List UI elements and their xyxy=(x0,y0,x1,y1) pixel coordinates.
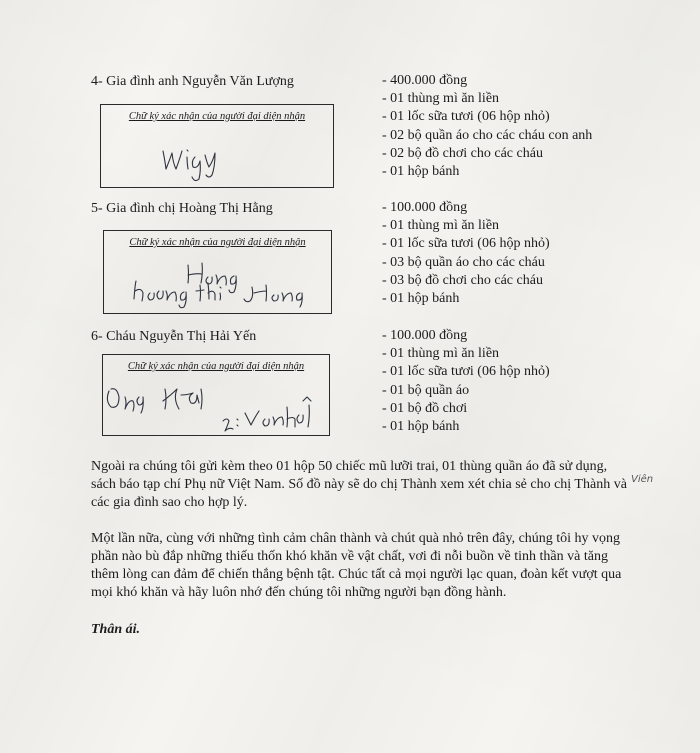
list-item: - 02 bộ đồ chơi cho các cháu xyxy=(382,145,543,161)
signature-ông-hải xyxy=(103,355,329,435)
signature-caption: Chữ ký xác nhận của người đại diện nhận xyxy=(127,361,305,372)
closing-text: Thân ái. xyxy=(91,622,141,637)
list-item: - 100.000 đồng xyxy=(382,200,468,215)
signature-box-4 xyxy=(100,104,334,188)
list-item: - 400.000 đồng xyxy=(382,73,468,88)
recipient-4-title: 4- Gia đình anh Nguyễn Văn Lượng xyxy=(91,74,294,89)
signature-box-5 xyxy=(103,230,332,314)
signature-caption: Chữ ký xác nhận của người đại diện nhận xyxy=(128,111,306,122)
recipient-6-items xyxy=(382,327,550,436)
list-item: - 01 bộ quần áo xyxy=(382,382,470,398)
signature-caption: Chữ ký xác nhận của người đại diện nhận xyxy=(129,237,306,248)
list-item: - 01 thùng mì ăn liền xyxy=(382,91,500,107)
paragraph-gifts: Ngoài ra chúng tôi gửi kèm theo 01 hộp 50 chiếc mũ lưỡi trai, 01 thùng quần áo đã sử dụng, sách báo tạp chí Phụ nữ Việt Nam. Số đồ này sẽ do chị Thành xem xét chia sẻ cho chị Thành và các gia đình sao cho hợp lý. xyxy=(91,459,627,510)
list-item: - 01 hộp bánh xyxy=(382,291,460,307)
list-item: - 01 lốc sữa tươi (06 hộp nhỏ) xyxy=(382,364,550,380)
list-item: - 01 hộp bánh xyxy=(382,419,460,435)
signature-hằng xyxy=(104,231,331,313)
signature-box-6 xyxy=(102,354,330,436)
paragraph-wishes: Một lần nữa, cùng với những tình cảm chân thành và chút quà nhỏ trên đây, chúng tôi hy vọng phần nào bù đắp những thiếu thốn khó khăn về vật chất, vơi đi nỗi buồn về tinh thần và tăng thêm lòng can đảm để chiến thắng bệnh tật. Chúc tất cả mọi người lạc quan, đoàn kết vượt qua mọi khó khăn và hãy luôn nhớ đến chúng tôi những người bạn đồng hành. xyxy=(91,531,622,600)
list-item: - 03 bộ đồ chơi cho các cháu xyxy=(382,272,543,288)
recipient-6-title: 6- Cháu Nguyễn Thị Hải Yến xyxy=(91,329,257,344)
signature-lượng xyxy=(101,105,333,187)
list-item: - 01 thùng mì ăn liền xyxy=(382,346,500,362)
list-item: - 01 hộp bánh xyxy=(382,164,460,180)
recipient-5-title: 5- Gia đình chị Hoàng Thị Hằng xyxy=(91,201,273,216)
recipient-5-items xyxy=(382,199,550,308)
list-item: - 03 bộ quần áo cho các cháu xyxy=(382,254,545,270)
list-item: - 02 bộ quần áo cho các cháu con anh xyxy=(382,127,593,143)
list-item: - 01 bộ đồ chơi xyxy=(382,400,468,416)
list-item: - 01 lốc sữa tươi (06 hộp nhỏ) xyxy=(382,109,550,125)
list-item: - 01 lốc sữa tươi (06 hộp nhỏ) xyxy=(382,236,550,252)
recipient-4-items xyxy=(382,72,592,181)
list-item: - 100.000 đồng xyxy=(382,328,468,343)
list-item: - 01 thùng mì ăn liền xyxy=(382,218,500,234)
handwritten-margin-note: Viên xyxy=(631,474,654,485)
